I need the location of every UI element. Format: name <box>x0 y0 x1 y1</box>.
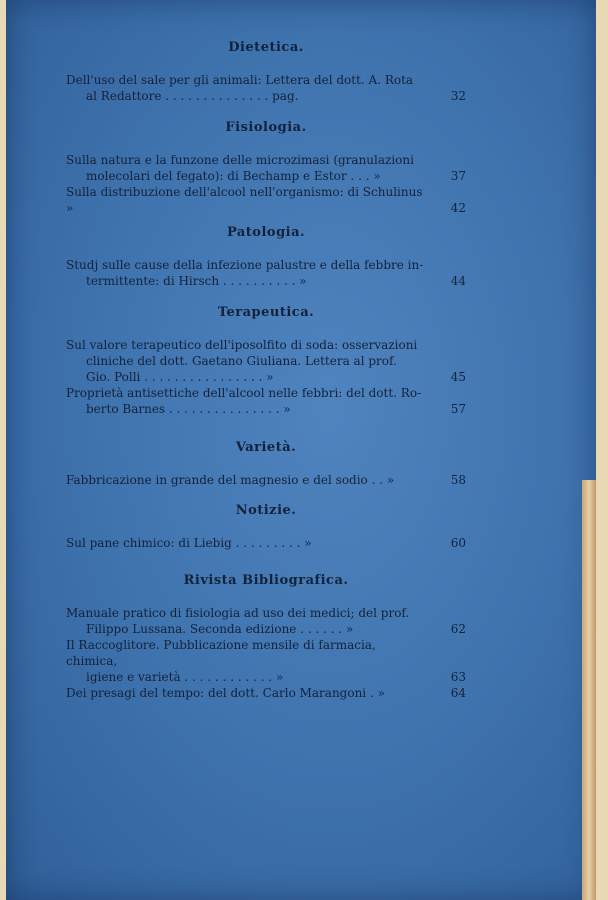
toc-entry <box>66 685 466 701</box>
entry-line: Il Raccoglitore. Pubblicazione mensile di farmacia, chimica, <box>66 638 376 668</box>
toc-entry <box>66 637 466 685</box>
entry-line: Fabbricazione in grande del magnesio e del sodio . . » <box>66 473 395 487</box>
toc-entry <box>66 337 466 385</box>
toc-entry <box>66 184 466 216</box>
toc-entry <box>66 605 466 637</box>
toc-section <box>66 120 466 216</box>
book-page <box>6 0 596 900</box>
entry-line: Sulla distribuzione dell'alcool nell'organismo: di Schulinus » <box>66 185 423 215</box>
entry-line: molecolari del fegato): di Bechamp e Estor . . . » <box>86 169 381 183</box>
entry-line: Filippo Lussana. Seconda edizione . . . . . . » <box>86 622 354 636</box>
toc-section <box>66 305 466 417</box>
section-heading: Rivista Bibliografica. <box>183 573 349 588</box>
entry-line: termittente: di Hirsch . . . . . . . . . . » <box>86 274 307 288</box>
entry-line: Dei presagi del tempo: del dott. Carlo Marangoni . » <box>66 686 385 700</box>
entry-line: Sulla natura e la funzone delle microzimasi (granulazioni <box>66 153 414 167</box>
toc-entry <box>66 472 466 488</box>
entry-line: Manuale pratico di fisiologia ad uso dei medici; del prof. <box>66 606 410 620</box>
entry-line: Proprietà antisettiche dell'alcool nelle febbri: del dott. Ro- <box>66 386 422 400</box>
section-heading: Varietà. <box>235 440 297 455</box>
page-number: 62 <box>450 622 466 636</box>
entry-line: igiene e varietà . . . . . . . . . . . . » <box>86 670 284 684</box>
entry-line: Studj sulle cause della infezione palustre e della febbre in- <box>66 258 424 272</box>
page-number: 58 <box>450 473 466 487</box>
section-heading: Terapeutica. <box>217 305 315 320</box>
page-number: 37 <box>450 169 466 183</box>
toc-entry <box>66 72 466 104</box>
toc-entry <box>66 257 466 289</box>
toc-section <box>66 503 466 551</box>
section-heading: Dietetica. <box>228 40 304 55</box>
toc-section <box>66 40 466 104</box>
section-heading: Patologia. <box>226 225 306 240</box>
entry-line: Sul pane chimico: di Liebig . . . . . . . . . » <box>66 536 312 550</box>
entry-line: al Redattore . . . . . . . . . . . . . . pag. <box>86 89 299 103</box>
entry-line: berto Barnes . . . . . . . . . . . . . . . » <box>86 402 291 416</box>
page-number: 44 <box>450 274 466 288</box>
entry-line: Dell'uso del sale per gli animali: Lettera del dott. A. Rota <box>66 73 414 87</box>
page-number: 57 <box>450 402 466 416</box>
toc-section <box>66 225 466 289</box>
page-edge <box>582 480 596 900</box>
entry-line: Gio. Polli . . . . . . . . . . . . . . . . » <box>86 370 274 384</box>
section-heading: Fisiologia. <box>225 120 307 135</box>
toc-entry <box>66 152 466 184</box>
page-number: 60 <box>450 536 466 550</box>
entry-line: cliniche del dott. Gaetano Giuliana. Lettera al prof. <box>86 354 397 368</box>
entry-line: Sul valore terapeutico dell'iposolfito di soda: osservazioni <box>66 338 418 352</box>
section-heading: Notizie. <box>235 503 297 518</box>
page-number: 63 <box>450 670 466 684</box>
toc-section <box>66 440 466 488</box>
page-number: 32 <box>450 89 466 103</box>
toc-entry <box>66 535 466 551</box>
toc-entry <box>66 385 466 417</box>
toc-section <box>66 573 466 701</box>
page-number: 45 <box>450 370 466 384</box>
page-number: 42 <box>450 201 466 215</box>
page-number: 64 <box>450 686 466 700</box>
